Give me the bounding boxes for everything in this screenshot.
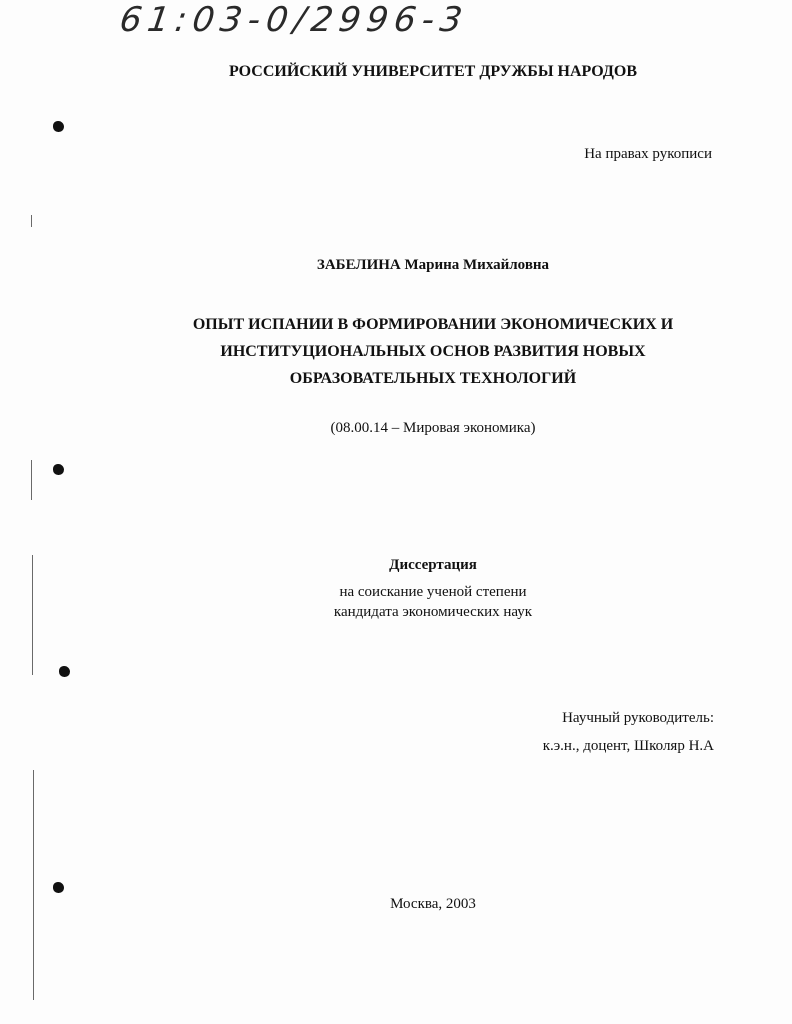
- title-line: ИНСТИТУЦИОНАЛЬНЫХ ОСНОВ РАЗВИТИЯ НОВЫХ: [220, 343, 646, 360]
- scan-margin-line: [31, 460, 32, 500]
- title-line: ОБРАЗОВАТЕЛЬНЫХ ТЕХНОЛОГИЙ: [289, 370, 577, 387]
- punch-hole-mark: [59, 666, 70, 677]
- title-line: ОПЫТ ИСПАНИИ В ФОРМИРОВАНИИ ЭКОНОМИЧЕСКИХ И: [192, 316, 674, 333]
- manuscript-note: На правах рукописи: [584, 146, 712, 162]
- degree-purpose: [37, 582, 792, 622]
- scan-margin-line: [33, 770, 34, 1000]
- document-type: Диссертация: [389, 557, 477, 573]
- punch-hole-mark: [53, 121, 64, 132]
- scan-margin-line: [32, 555, 33, 675]
- specialty-code: (08.00.14 – Мировая экономика): [330, 420, 536, 436]
- supervisor-label: Научный руководитель:: [562, 710, 714, 726]
- city-year: Москва, 2003: [390, 896, 476, 912]
- purpose-line: на соискание ученой степени: [339, 584, 527, 600]
- punch-hole-mark: [53, 882, 64, 893]
- author-name: ЗАБЕЛИНА Марина Михайловна: [316, 257, 550, 273]
- purpose-line: кандидата экономических наук: [333, 604, 533, 620]
- handwritten-archive-code: 61:03-0/2996-3: [117, 0, 471, 40]
- supervisor-name: к.э.н., доцент, Школяр Н.А: [542, 738, 714, 754]
- punch-hole-mark: [53, 464, 64, 475]
- university-name: РОССИЙСКИЙ УНИВЕРСИТЕТ ДРУЖБЫ НАРОДОВ: [228, 63, 637, 80]
- dissertation-title: [37, 311, 792, 392]
- supervisor-block: [543, 704, 714, 760]
- scan-margin-line: [31, 215, 32, 227]
